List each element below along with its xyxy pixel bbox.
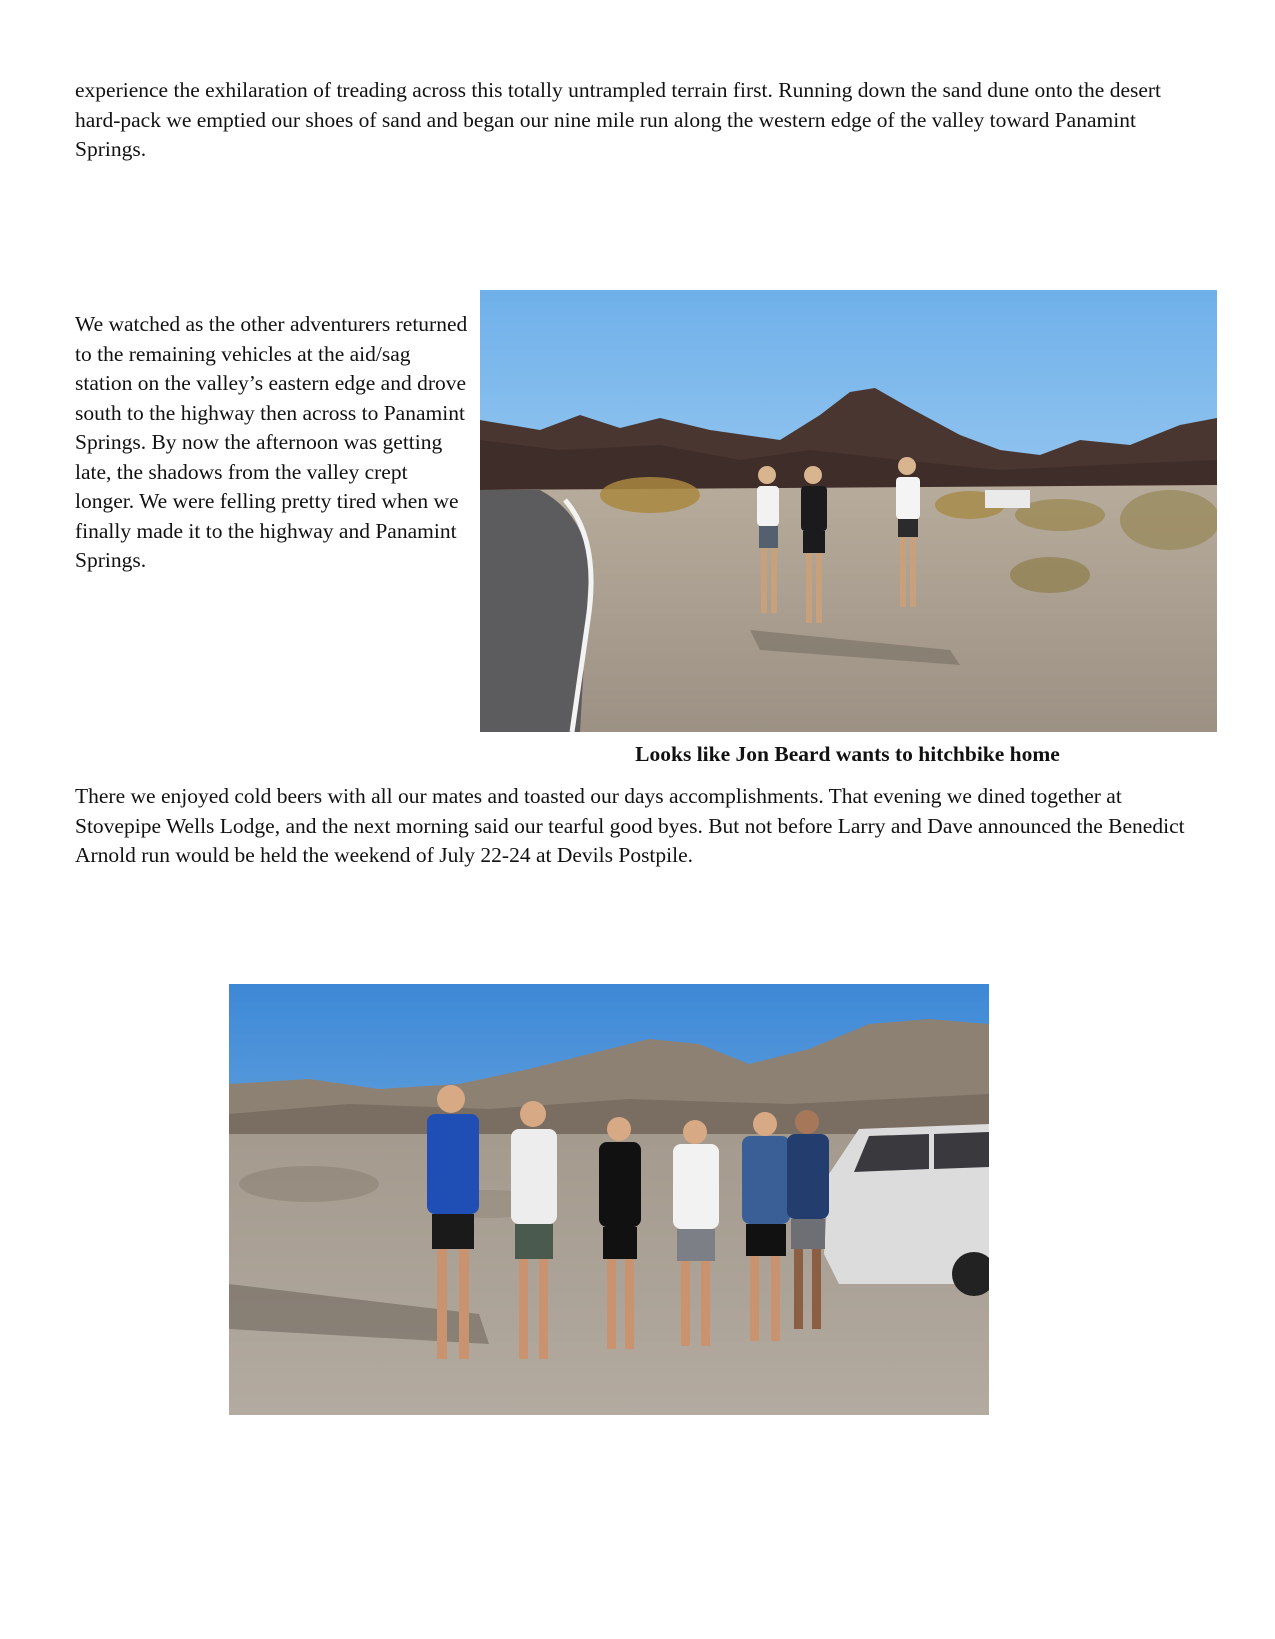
photo-group bbox=[229, 984, 989, 1415]
vehicle bbox=[824, 1124, 989, 1296]
photo-road-walk-image bbox=[480, 290, 1217, 732]
paragraph-beers: There we enjoyed cold beers with all our mates and toasted our days accomplishments. That evening we dined together at Stovepipe Wells Lodge, and the next morning said our tearful good byes. But not before Larry and Dave announced the Benedict Arnold run would be held the weekend of July 22-24 at Devils Postpile. bbox=[75, 784, 1185, 867]
paragraph-intro: experience the exhilaration of treading across this totally untrampled terrain first. Running down the sand dune onto the desert hard-pack we emptied our shoes of sand and began our nine mile run along the western edge of the valley toward Panamint Springs. bbox=[75, 78, 1162, 161]
paragraph-watched: We watched as the other adventurers returned to the remaining vehicles at the aid/sag station on the valley’s eastern edge and drove south to the highway then across to Panamint Springs. By now the afternoon was getting late, the shadows from the valley crept longer. We were felling pretty tired when we finally made it to the highway and Panamint Springs. bbox=[75, 312, 468, 572]
photo-road-walk bbox=[480, 290, 1217, 732]
photo-group-image bbox=[229, 984, 989, 1415]
photo-caption: Looks like Jon Beard wants to hitchbike home bbox=[635, 742, 1060, 766]
